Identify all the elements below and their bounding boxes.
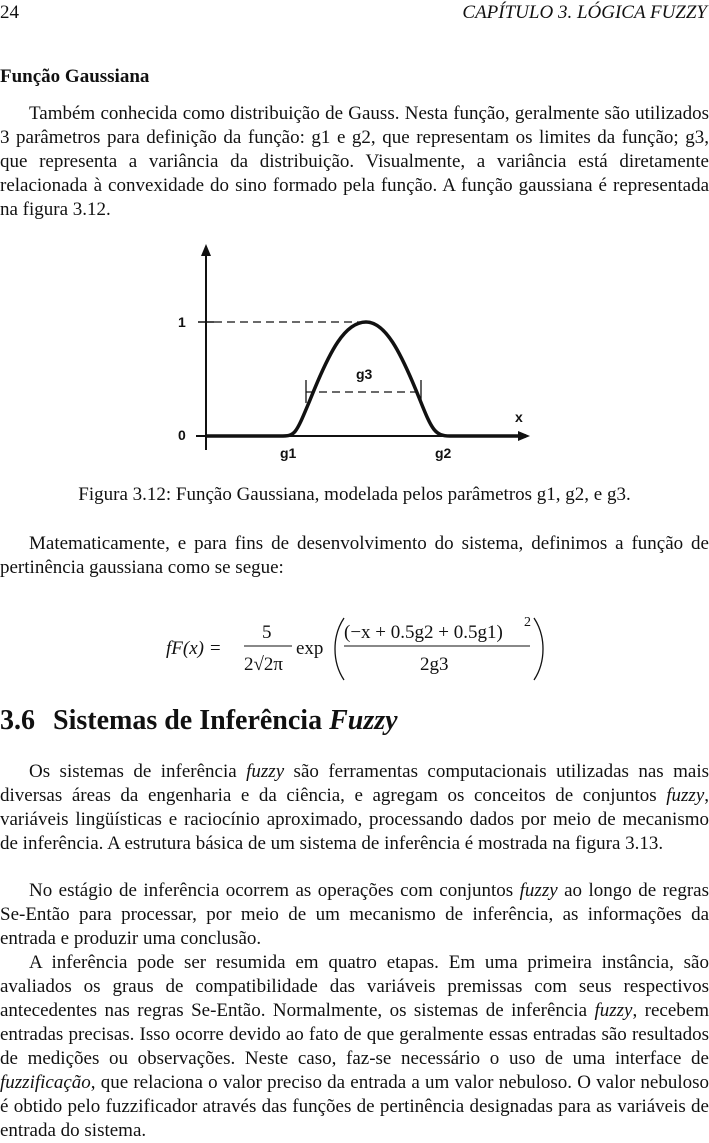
subsection-title: Função Gaussiana	[0, 66, 150, 87]
y-label-one: 1	[178, 314, 186, 330]
formula-power: 2	[524, 615, 531, 630]
gaussian-figure	[170, 240, 540, 470]
g2-label: g2	[435, 445, 452, 461]
section-title-italic: Fuzzy	[329, 705, 398, 736]
formula-coef-num: 5	[262, 622, 272, 643]
paragraph-inference-systems: Os sistemas de inferência fuzzy são ferramentas computacionais utilizadas nas mais diversas áreas da engenharia e da ciência, e agregam os conceitos de conjuntos fuzzy, variáveis lingüísticas e raciocínio aproximado, processando dados por meio de mecanismo de inferência. A estrutura básica de um sistema de inferência é mostrada na figura 3.13.	[0, 761, 709, 854]
paragraph-math-intro: Matematicamente, e para fins de desenvolvimento do sistema, definimos a função de pertinência gaussiana como se segue:	[0, 533, 709, 578]
y-label-zero: 0	[178, 427, 186, 443]
page-number: 24	[0, 2, 19, 23]
formula-exp: exp	[296, 638, 324, 659]
y-axis-arrow	[201, 244, 211, 256]
formula-lhs: fF(x) =	[166, 638, 222, 659]
formula-numerator: (−x + 0.5g2 + 0.5g1)	[344, 622, 503, 643]
paragraph-inference-steps: A inferência pode ser resumida em quatro etapas. Em uma primeira instância, são avaliados os graus de compatibilidade das variáveis premissas com seus respectivos antecedentes nas regras Se-Então. Normalmente, os sistemas de inferência fuzzy, recebem entradas precisas. Isso ocorre devido ao fato de que geralmente essas entradas são resultados de medições ou observações. Neste caso, faz-se necessário o uso de uma interface de fuzzificação, que relaciona o valor preciso da entrada a um valor nebuloso. O valor nebuloso é obtido pelo fuzzificador através das funções de pertinência designadas para as variáveis de entrada do sistema.	[0, 952, 709, 1141]
section-heading	[0, 705, 398, 737]
gaussian-formula	[166, 612, 546, 692]
g3-label: g3	[356, 366, 373, 382]
figure-caption: Figura 3.12: Função Gaussiana, modelada pelos parâmetros g1, g2, e g3.	[78, 484, 631, 505]
formula-denominator: 2g3	[420, 654, 449, 675]
g1-label: g1	[280, 445, 297, 461]
section-number: 3.6	[0, 705, 35, 736]
paragraph-gaussian-intro: Também conhecida como distribuição de Gauss. Nesta função, geralmente são utilizados 3 parâmetros para definição da função: g1 e g2, que representam os limites da função; g3, que representa a variância da distribuição. Visualmente, a variância está diretamente relacionada à convexidade do sino formado pela função. A função gaussiana é representada na figura 3.12.	[0, 103, 709, 220]
x-axis-label: x	[515, 409, 523, 425]
formula-coef-den: 2√2π	[244, 654, 284, 675]
running-header: CAPÍTULO 3. LÓGICA FUZZY	[462, 2, 707, 23]
paragraph-inference-stage: No estágio de inferência ocorrem as operações com conjuntos fuzzy ao longo de regras Se-Então para processar, por meio de um mecanismo de inferência, as informações da entrada e produzir uma conclusão.	[0, 880, 709, 949]
section-title: Sistemas de Inferência	[53, 705, 330, 736]
